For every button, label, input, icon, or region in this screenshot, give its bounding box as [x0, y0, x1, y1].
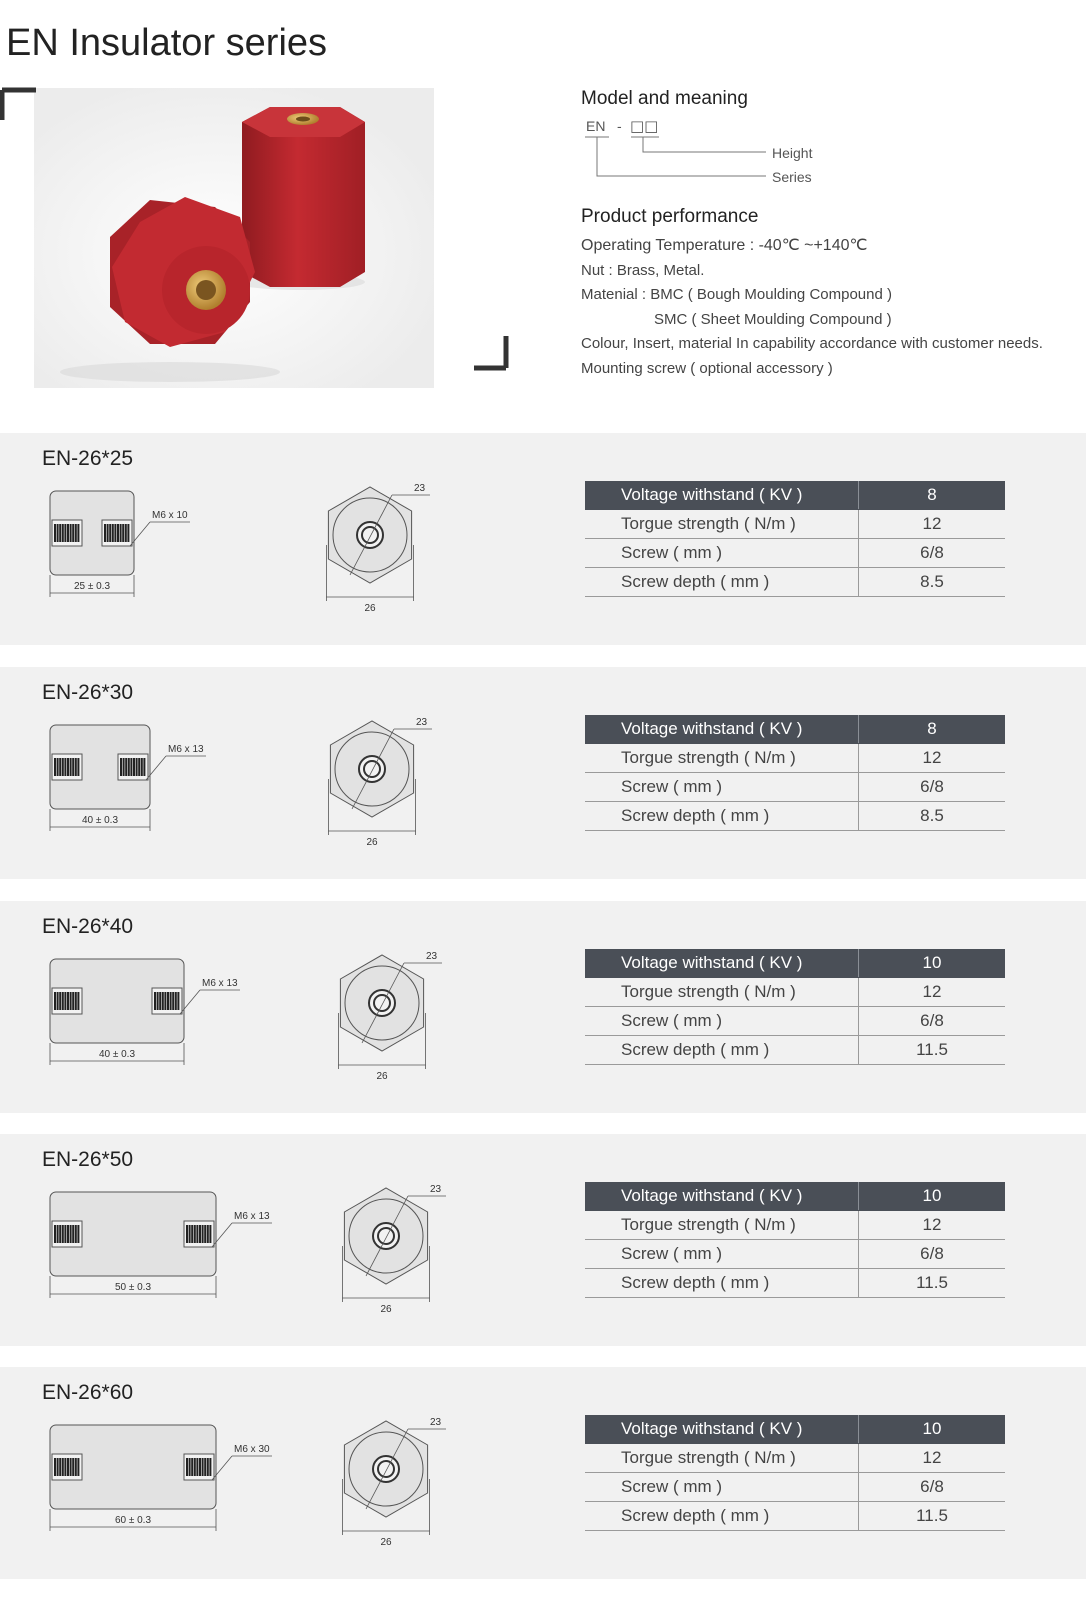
spec-row-screw [585, 773, 1005, 802]
spec-label: Screw depth ( mm ) [585, 568, 859, 597]
spec-table [585, 949, 1005, 1065]
spec-value: 12 [859, 1211, 1006, 1240]
across-flats-label: 26 [380, 1304, 392, 1315]
product-name: EN-26*25 [42, 447, 134, 470]
spec-label: Screw ( mm ) [585, 1240, 859, 1269]
product-section [0, 901, 1086, 1113]
nut-outer [373, 1223, 399, 1249]
product-section [0, 1367, 1086, 1579]
length-dimension-label: 60 ± 0.3 [114, 1515, 152, 1526]
model-code-diagram [581, 116, 841, 196]
spec-label: Screw ( mm ) [585, 1007, 859, 1036]
spec-row-voltage [585, 949, 1005, 978]
spec-label: Voltage withstand ( KV ) [585, 481, 859, 510]
spec-value: 6/8 [859, 1240, 1006, 1269]
spec-value: 8 [859, 481, 1006, 510]
perf-line: Mounting screw ( optional accessory ) [581, 359, 833, 377]
spec-label: Screw ( mm ) [585, 773, 859, 802]
product-drawing [0, 901, 560, 1113]
perf-line: Nut : Brass, Metal. [581, 261, 705, 279]
corner-mark-top-left [2, 90, 36, 120]
across-flats-label: 26 [366, 837, 378, 848]
spec-value: 6/8 [859, 1473, 1006, 1502]
product-section [0, 667, 1086, 879]
thread-callout-label: M6 x 13 [234, 1211, 270, 1222]
spec-table [585, 1415, 1005, 1531]
spec-label: Torgue strength ( N/m ) [585, 1444, 859, 1473]
corner-dimension-label: 23 [430, 1417, 442, 1428]
product-name: EN-26*40 [42, 915, 134, 938]
corner-dimension-label: 23 [426, 951, 438, 962]
spec-row-voltage [585, 481, 1005, 510]
product-drawing [0, 1134, 560, 1346]
perf-line: Matenial : BMC ( Bough Moulding Compound ) [581, 286, 892, 303]
product-name: EN-26*60 [42, 1381, 134, 1404]
spec-row-torque [585, 978, 1005, 1007]
across-flats-label: 26 [380, 1537, 392, 1548]
spec-row-screw [585, 1473, 1005, 1502]
spec-label: Torgue strength ( N/m ) [585, 744, 859, 773]
perf-line: Operating Temperature : -40℃ ~+140℃ [581, 237, 868, 254]
product-name: EN-26*50 [42, 1148, 134, 1171]
spec-row-torque [585, 1444, 1005, 1473]
spec-table [585, 1182, 1005, 1298]
spec-row-torque [585, 744, 1005, 773]
performance-list [581, 234, 1043, 381]
model-label-height: Height [772, 145, 813, 161]
spec-row-voltage [585, 715, 1005, 744]
nut-outer [357, 522, 383, 548]
thread-callout-label: M6 x 13 [168, 744, 204, 755]
model-code-dash: - [617, 118, 622, 134]
spec-row-torque [585, 1211, 1005, 1240]
spec-row-screw [585, 1240, 1005, 1269]
nut-outer [359, 756, 385, 782]
spec-value: 11.5 [859, 1269, 1006, 1298]
corner-mark-bottom-right [474, 336, 506, 368]
spec-value: 6/8 [859, 1007, 1006, 1036]
across-flats-label: 26 [364, 603, 376, 614]
corner-dimension-label: 23 [430, 1184, 442, 1195]
model-heading: Model and meaning [581, 88, 748, 109]
thread-callout-label: M6 x 30 [234, 1444, 270, 1455]
corner-dimension-label: 23 [414, 483, 426, 494]
spec-value: 11.5 [859, 1502, 1006, 1531]
length-dimension-label: 25 ± 0.3 [73, 581, 111, 592]
spec-row-voltage [585, 1182, 1005, 1211]
spec-label: Torgue strength ( N/m ) [585, 978, 859, 1007]
product-photo [0, 82, 510, 402]
spec-label: Screw depth ( mm ) [585, 802, 859, 831]
spec-value: 10 [859, 1415, 1006, 1444]
product-section [0, 433, 1086, 645]
across-flats-label: 26 [376, 1071, 388, 1082]
length-dimension-label: 40 ± 0.3 [98, 1049, 136, 1060]
spec-row-depth [585, 802, 1005, 831]
spec-label: Torgue strength ( N/m ) [585, 1211, 859, 1240]
spec-label: Voltage withstand ( KV ) [585, 1182, 859, 1211]
spec-value: 12 [859, 1444, 1006, 1473]
lying-insulator [110, 197, 255, 347]
model-code-boxes: □□ [630, 117, 659, 135]
spec-label: Screw depth ( mm ) [585, 1502, 859, 1531]
spec-table [585, 715, 1005, 831]
page-title: EN Insulator series [6, 22, 328, 64]
spec-row-depth [585, 1269, 1005, 1298]
standing-insulator [242, 107, 365, 287]
spec-value: 10 [859, 1182, 1006, 1211]
thread-callout-label: M6 x 10 [152, 510, 188, 521]
spec-value: 12 [859, 744, 1006, 773]
spec-value: 6/8 [859, 539, 1006, 568]
spec-value: 12 [859, 978, 1006, 1007]
spec-label: Torgue strength ( N/m ) [585, 510, 859, 539]
perf-line: Colour, Insert, material In capability accordance with customer needs. [581, 335, 1043, 352]
spec-row-depth [585, 568, 1005, 597]
spec-value: 10 [859, 949, 1006, 978]
spec-row-voltage [585, 1415, 1005, 1444]
spec-label: Voltage withstand ( KV ) [585, 949, 859, 978]
spec-row-screw [585, 539, 1005, 568]
thread-callout-label: M6 x 13 [202, 978, 238, 989]
performance-heading: Product performance [581, 206, 759, 227]
product-section [0, 1134, 1086, 1346]
spec-table [585, 481, 1005, 597]
spec-value: 11.5 [859, 1036, 1006, 1065]
model-label-series: Series [772, 169, 812, 185]
perf-line: SMC ( Sheet Moulding Compound ) [654, 310, 892, 328]
spec-value: 12 [859, 510, 1006, 539]
spec-value: 8 [859, 715, 1006, 744]
nut-outer [369, 990, 395, 1016]
spec-label: Screw depth ( mm ) [585, 1036, 859, 1065]
spec-value: 8.5 [859, 802, 1006, 831]
spec-label: Screw ( mm ) [585, 539, 859, 568]
spec-label: Screw depth ( mm ) [585, 1269, 859, 1298]
product-drawing [0, 1367, 560, 1579]
spec-label: Voltage withstand ( KV ) [585, 1415, 859, 1444]
spec-row-depth [585, 1502, 1005, 1531]
length-dimension-label: 40 ± 0.3 [81, 815, 119, 826]
nut-outer [373, 1456, 399, 1482]
spec-row-screw [585, 1007, 1005, 1036]
spec-value: 6/8 [859, 773, 1006, 802]
corner-dimension-label: 23 [416, 717, 428, 728]
spec-row-torque [585, 510, 1005, 539]
model-code-prefix: EN [586, 118, 606, 134]
spec-label: Screw ( mm ) [585, 1473, 859, 1502]
spec-row-depth [585, 1036, 1005, 1065]
spec-label: Voltage withstand ( KV ) [585, 715, 859, 744]
spec-value: 8.5 [859, 568, 1006, 597]
product-name: EN-26*30 [42, 681, 134, 704]
product-drawing [0, 433, 560, 645]
length-dimension-label: 50 ± 0.3 [114, 1282, 152, 1293]
product-drawing [0, 667, 560, 879]
